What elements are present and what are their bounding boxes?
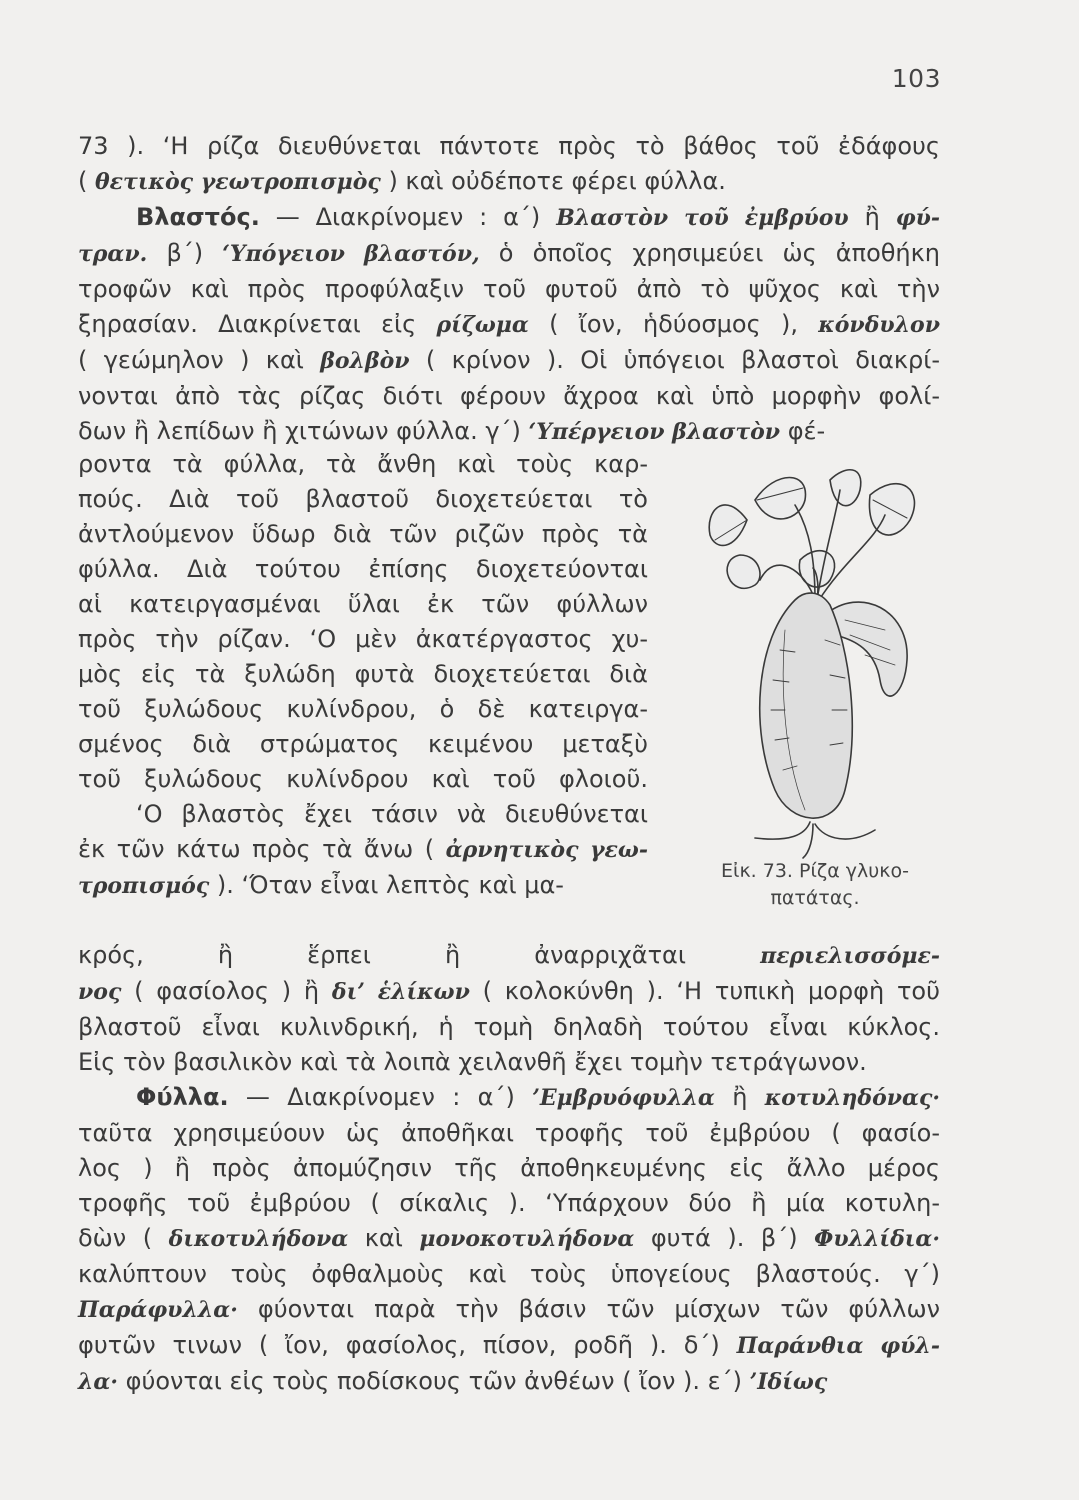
text-run: φυτά ). β΄) (634, 1224, 815, 1252)
text-run: ( (78, 167, 95, 195)
text-run: αἱ κατειργασμέναι ὕλαι ἐκ τῶν φύλλων (78, 590, 648, 618)
text-run: νονται ἀπὸ τὰς ρίζας διότι φέρουν ἄχροα καὶ ὑπὸ μορφὴν φολί- (78, 382, 940, 410)
leaf (869, 484, 914, 535)
text-run: ὁ ὁποῖος χρησιμεύει ὡς ἀποθήκη (479, 239, 940, 267)
emphasis-term: δι’ ἑλίκων (331, 979, 470, 1005)
text-line (78, 1292, 940, 1328)
emphasis-term: κόνδυλον (818, 312, 940, 338)
text-line (78, 797, 648, 832)
section-heading: Βλαστός. (136, 203, 260, 231)
emphasis-term: Φυλλίδια· (814, 1226, 940, 1252)
main-tuber (760, 593, 853, 818)
text-run: φύονται παρὰ τὴν βάσιν τῶν μίσχων τῶν φύλλων (237, 1295, 940, 1323)
text-run: τοῦ ξυλώδους κυλίνδρου καὶ τοῦ φλοιοῦ. (78, 765, 648, 793)
leaf (727, 555, 760, 588)
text-line (78, 762, 648, 797)
text-line (78, 1045, 940, 1080)
emphasis-term: Παράνθια φύλ- (736, 1333, 940, 1359)
text-block-wrapped (78, 447, 648, 904)
text-run: ( ἴον, ἡδύοσμος ), (528, 310, 819, 338)
text-run: δων ἢ λεπίδων ἢ χιτώνων φύλλα. γ΄) (78, 417, 529, 445)
text-run: φύλλα. Διὰ τούτου ἐπίσης διοχετεύονται (78, 555, 648, 583)
text-run: λος ) ἢ πρὸς ἀπομύζησιν τῆς ἀποθηκευμένης εἰς ἄλλο μέρος (78, 1154, 940, 1182)
text-run: ‘Ο βλαστὸς ἔχει τάσιν νὰ διευθύνεται (136, 800, 648, 828)
text-run: καὶ (348, 1224, 420, 1252)
text-run: πούς. Διὰ τοῦ βλαστοῦ διοχετεύεται τὸ (78, 485, 648, 513)
text-run: μὸς εἰς τὰ ξυλώδη φυτὰ διοχετεύεται διὰ (78, 660, 648, 688)
emphasis-term: κοτυληδόνας· (764, 1085, 941, 1111)
emphasis-term: ἀρνητικὸς γεω- (445, 837, 648, 863)
text-line (78, 129, 940, 164)
text-line (78, 938, 940, 974)
page-number: 103 (891, 64, 941, 93)
text-run: τροφῆς τοῦ ἐμβρύου ( σίκαλις ). ‘Υπάρχουν δύο ἢ μία κοτυλη- (78, 1189, 940, 1217)
text-line (78, 1116, 940, 1151)
text-line (78, 1080, 940, 1116)
text-line (78, 236, 940, 272)
section-heading: Φύλλα. (136, 1083, 229, 1111)
text-line (78, 164, 940, 200)
emphasis-term: δικοτυλήδονα (168, 1226, 349, 1252)
emphasis-term: ‘Υπόγειον βλαστόν, (222, 241, 480, 267)
caption-line: πατάτας. (770, 887, 860, 909)
text-line (78, 482, 648, 517)
text-block-top (78, 129, 940, 450)
emphasis-term: Βλαστὸν τοῦ ἐμβρύου (556, 205, 849, 231)
text-run: ξηρασίαν. Διακρίνεται εἰς (78, 310, 437, 338)
emphasis-term: ’Ιδίως (749, 1369, 828, 1395)
text-line (78, 1221, 940, 1257)
emphasis-term: ‘Υπέργειον βλαστὸν (528, 419, 781, 445)
text-line (78, 272, 940, 307)
emphasis-term: μονοκοτυλήδονα (419, 1226, 635, 1252)
emphasis-term: ρίζωμα (436, 312, 529, 338)
text-line (78, 1186, 940, 1221)
emphasis-term: τραν. (78, 241, 148, 267)
text-line (78, 832, 648, 868)
text-line (78, 1151, 940, 1186)
emphasis-term: ’Εμβρυόφυλλα (532, 1085, 715, 1111)
text-line (78, 307, 940, 343)
text-line (78, 727, 648, 762)
sweet-potato-figure (685, 460, 960, 860)
text-line (78, 657, 648, 692)
text-line (78, 343, 940, 379)
text-run: φύονται εἰς τοὺς ποδίσκους τῶν ἀνθέων ( ἴον ). ε΄) (118, 1367, 750, 1395)
text-run: β΄) (147, 239, 223, 267)
emphasis-term: τροπισμός (78, 873, 210, 899)
text-line (78, 200, 940, 236)
text-line (78, 447, 648, 482)
text-run: ἢ (714, 1083, 765, 1111)
text-run: σμένος διὰ στρώματος κειμένου μεταξὺ (78, 730, 648, 758)
text-run: ἢ (848, 203, 896, 231)
emphasis-term: περιελισσόμε- (760, 943, 940, 969)
text-run: ταῦτα χρησιμεύουν ὡς ἀποθῆκαι τροφῆς τοῦ ἐμβρύου ( φασίο- (78, 1119, 940, 1147)
text-line (78, 587, 648, 622)
text-run: ἐκ τῶν κάτω πρὸς τὰ ἄνω ( (78, 835, 446, 863)
text-run: Εἰς τὸν βασιλικὸν καὶ τὰ λοιπὰ χειλανθῆ ἔχει τομὴν τετράγωνον. (78, 1048, 867, 1076)
text-run: — Διακρίνομεν : α΄) (228, 1083, 533, 1111)
text-run: τοῦ ξυλώδους κυλίνδρου, ὁ δὲ κατειργα- (78, 695, 648, 723)
text-run: καλύπτουν τοὺς ὀφθαλμοὺς καὶ τοὺς ὑπογείους βλαστούς. γ΄) (78, 1260, 940, 1288)
text-line (78, 1010, 940, 1045)
emphasis-term: νος (78, 979, 122, 1005)
text-run: ( κρίνον ). Οἱ ὑπόγειοι βλαστοὶ διακρί- (409, 346, 941, 374)
emphasis-term: Παράφυλλα· (78, 1297, 238, 1323)
text-run: ) καὶ οὐδέποτε φέρει φύλλα. (380, 167, 726, 195)
emphasis-term: λα· (78, 1369, 119, 1395)
text-run: ( φασίολος ) ἢ (121, 977, 332, 1005)
text-line (78, 379, 940, 414)
text-run: τροφῶν καὶ πρὸς προφύλαξιν τοῦ φυτοῦ ἀπὸ τὸ ψῦχος καὶ τὴν (78, 275, 940, 303)
text-line (78, 622, 648, 657)
text-run: βλαστοῦ εἶναι κυλινδρική, ἡ τομὴ δηλαδὴ τούτου εἶναι κύκλος. (78, 1013, 940, 1041)
text-line (78, 692, 648, 727)
caption-line: Εἰκ. 73. Ρίζα γλυκο- (721, 860, 909, 882)
text-line (78, 974, 940, 1010)
text-run: φέ- (780, 417, 826, 445)
text-line (78, 868, 648, 904)
text-line (78, 552, 648, 587)
text-line (78, 414, 940, 450)
text-line (78, 1328, 940, 1364)
text-run: — Διακρίνομεν : α΄) (259, 203, 557, 231)
text-run: ( κολοκύνθη ). ‘Η τυπικὴ μορφὴ τοῦ (469, 977, 940, 1005)
text-run: φυτῶν τινων ( ἴον, φασίολος, πίσον, ροδῆ ). δ΄) (78, 1331, 737, 1359)
leaf (709, 505, 747, 546)
emphasis-term: θετικὸς γεωτροπισμὸς (95, 169, 381, 195)
text-line (78, 517, 648, 552)
sweet-potato-illustration (685, 460, 960, 860)
text-run: 73 ). ‘Η ρίζα διευθύνεται πάντοτε πρὸς τὸ βάθος τοῦ ἐδάφους (78, 132, 940, 160)
text-line (78, 1364, 940, 1400)
figure-caption (690, 858, 940, 912)
text-run: ἀντλούμενον ὕδωρ διὰ τῶν ριζῶν πρὸς τὰ (78, 520, 648, 548)
text-run: ( γεώμηλον ) καὶ (78, 346, 321, 374)
text-run: ). ‘Όταν εἶναι λεπτὸς καὶ μα- (209, 871, 564, 899)
text-run: κρός, ἢ ἕρπει ἢ ἀναρριχᾶται (78, 941, 761, 969)
text-block-bottom (78, 938, 940, 1400)
text-line (78, 1257, 940, 1292)
leaf (830, 470, 861, 506)
text-run: δὼν ( (78, 1224, 169, 1252)
text-run: πρὸς τὴν ρίζαν. ‘Ο μὲν ἀκατέργαστος χυ- (78, 625, 648, 653)
emphasis-term: φύ- (895, 205, 941, 231)
emphasis-term: βολβὸν (320, 348, 410, 374)
text-run: ροντα τὰ φύλλα, τὰ ἄνθη καὶ τοὺς καρ- (78, 450, 648, 478)
